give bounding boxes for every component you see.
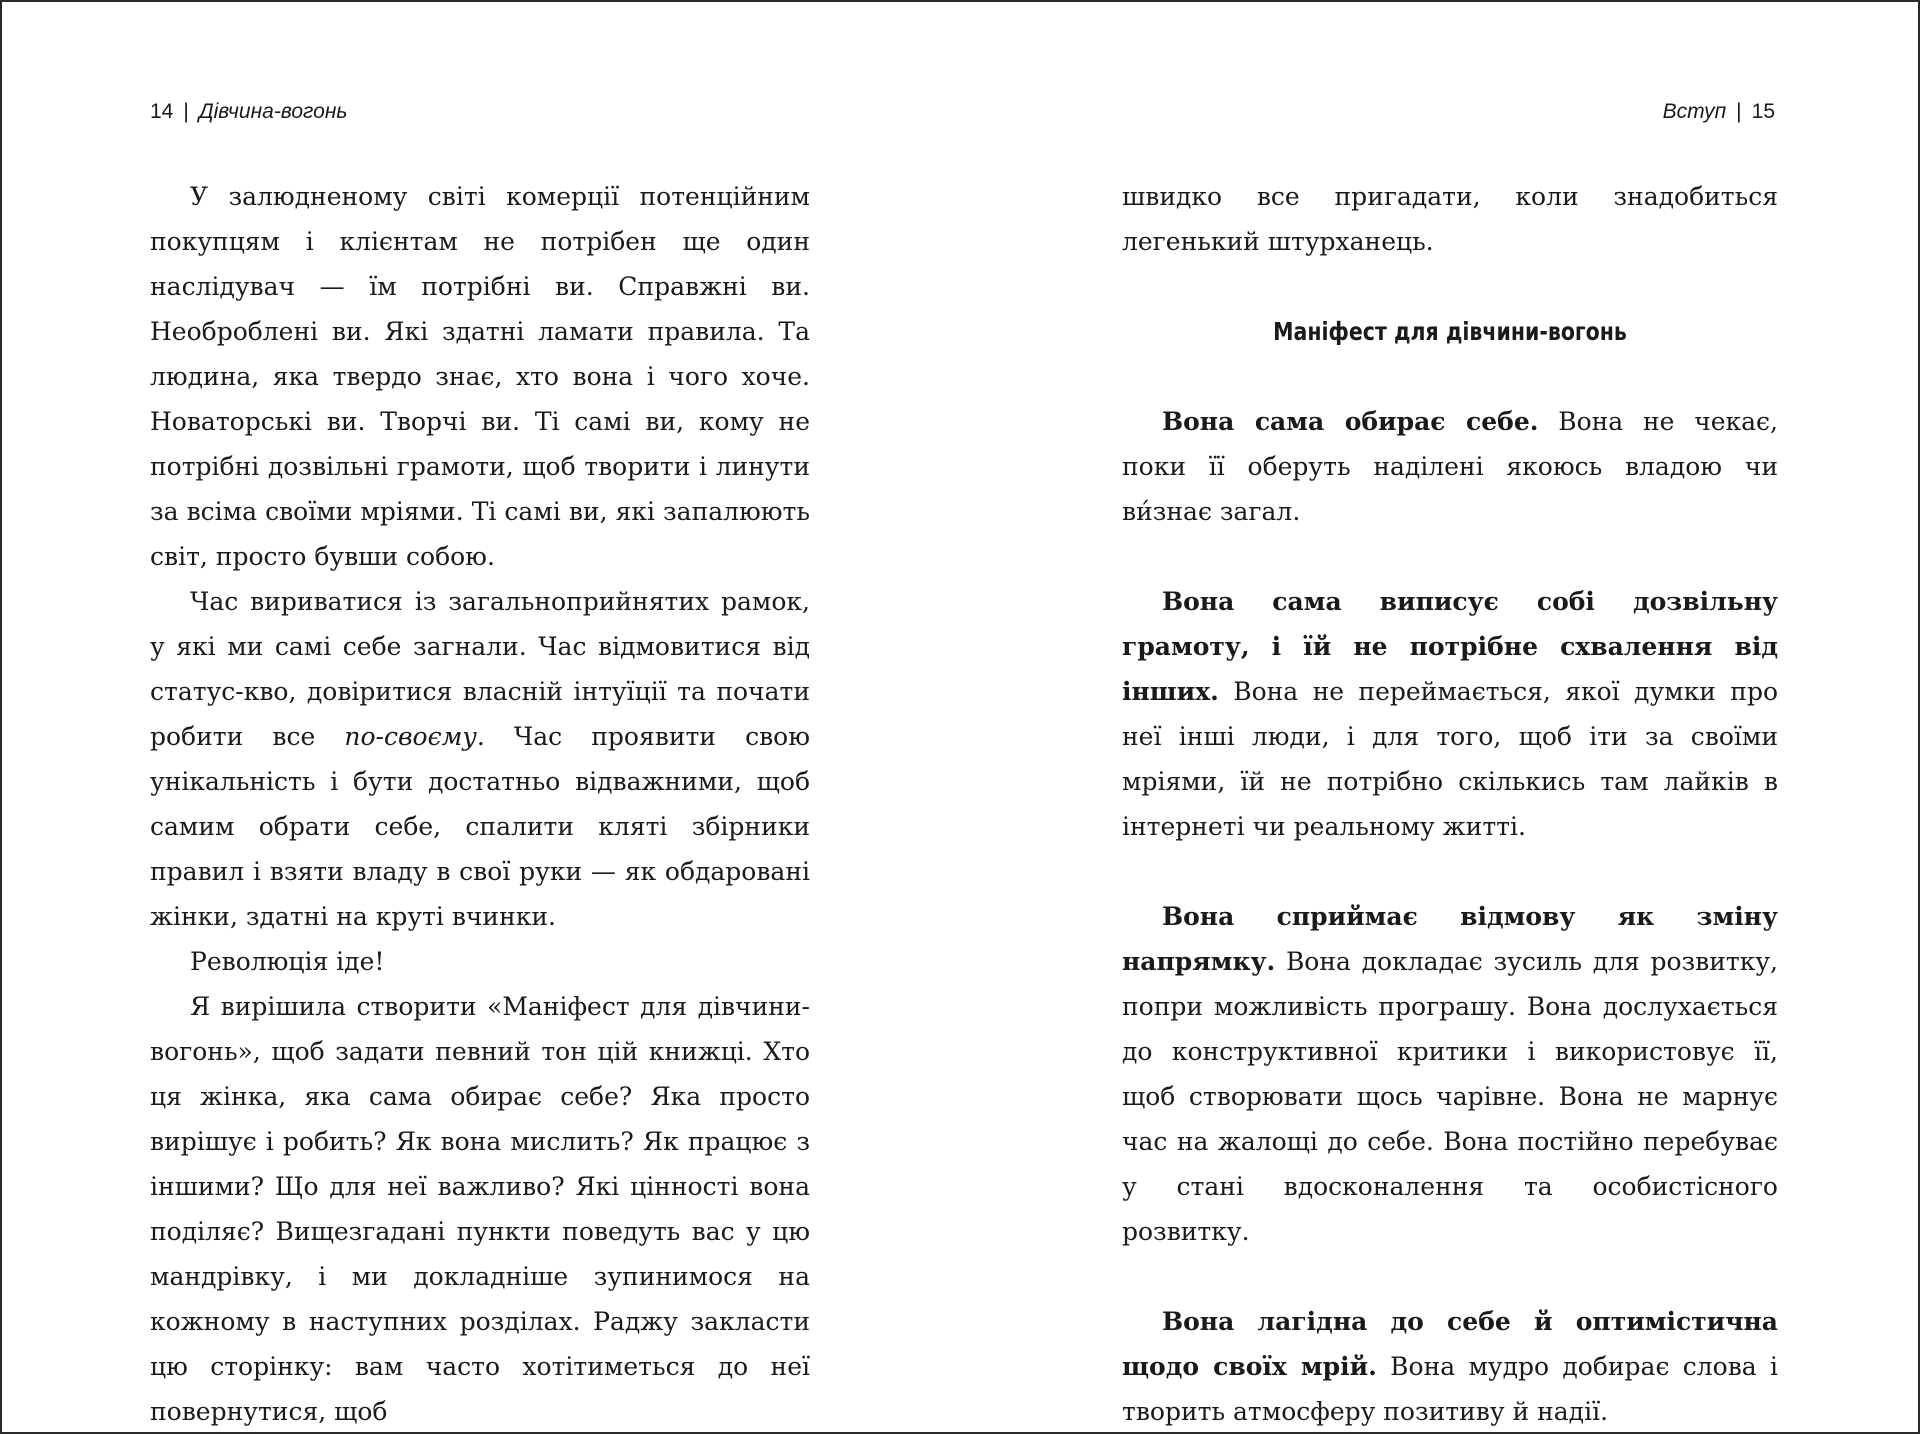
book-title: Дівчина-вогонь bbox=[198, 100, 348, 123]
right-head-separator: | bbox=[1736, 100, 1742, 123]
left-running-head bbox=[150, 98, 347, 126]
paragraph: Я вирішила створити «Маніфест для дівчини-вогонь», щоб задати певний тон цій книжці. Хто ця жінка, яка сама обирає себе? Яка просто вирішує і робить? Як вона мислить? Як працює з іншими? Що для неї важливо? Які цінності вона поділяє? Вищезгадані пункти поведуть вас у цю мандрівку, і ми докладніше зупинимося на кожному в наступних розділах. Раджу закласти цю сторінку: вам часто хотітиметься до неї повернутися, щоб bbox=[150, 992, 810, 1426]
left-page bbox=[2, 2, 962, 1432]
section-title: Вступ bbox=[1662, 100, 1727, 123]
paragraph: У залюдненому світі комерції потенційним покупцям і клієнтам не потрібен ще один наслідувач — їм потрібні ви. Справжні ви. Необроблені ви. Які здатні ламати правила. Та людина, яка твердо знає, хто вона і чого хоче. Новаторські ви. Творчі ви. Ті самі ви, кому не потрібні дозвільні грамоти, щоб творити і линути за всіма своїми мріями. Ті самі ви, які запалюють світ, просто бувши собою. bbox=[150, 182, 810, 571]
right-page-number: 15 bbox=[1751, 100, 1775, 123]
left-page-number: 14 bbox=[150, 100, 174, 123]
left-head-separator: | bbox=[183, 100, 189, 123]
manifesto-item: Вона сприймає відмову як зміну напрямку. Вона докладає зусиль для розвитку, попри можливість програшу. Вона дослухається до конструктивної критики і використовує її, щоб створювати щось чарівне. Вона не марнує час на жалощі до себе. Вона постійно перебуває у стані вдосконалення та особистісного розвитку. bbox=[1122, 902, 1778, 1246]
paragraph: Революція іде! bbox=[190, 947, 385, 976]
manifesto-item: Вона сама виписує собі дозвільну грамоту, і їй не потрібне схвалення від інших. Вона не переймається, якої думки про неї інші люди, і для того, щоб іти за своїми мріями, їй не потрібно скількись там лайків в інтернеті чи реальному житті. bbox=[1122, 587, 1778, 841]
right-text-column bbox=[1122, 174, 1778, 1434]
right-running-head bbox=[1663, 98, 1775, 126]
manifesto-item: Вона лагідна до себе й оптимістична щодо своїх мрій. Вона мудро добирає слова і творить атмосферу позитиву й надії. bbox=[1122, 1307, 1778, 1426]
continuation-paragraph: швидко все пригадати, коли знадобиться легенький штурханець. bbox=[1122, 182, 1778, 256]
left-text-column bbox=[150, 174, 810, 1434]
manifesto-heading: Маніфест для дівчини-вогонь bbox=[1273, 317, 1627, 346]
paragraph: Час вириватися із загальноприйнятих рамок, у які ми самі себе загнали. Час відмовитися від статус-кво, довіритися власній інтуїції та почати робити все по-своєму. Час проявити свою унікальність і бути достатньо відважними, щоб самим обрати себе, спалити кляті збірники правил і взяти владу в свої руки — як обдаровані жінки, здатні на круті вчинки. bbox=[150, 587, 810, 931]
right-page bbox=[962, 2, 1920, 1432]
manifesto-item: Вона сама обирає себе. Вона не чекає, поки її оберуть наділені якоюсь владою чи ви́знає загал. bbox=[1122, 407, 1778, 526]
